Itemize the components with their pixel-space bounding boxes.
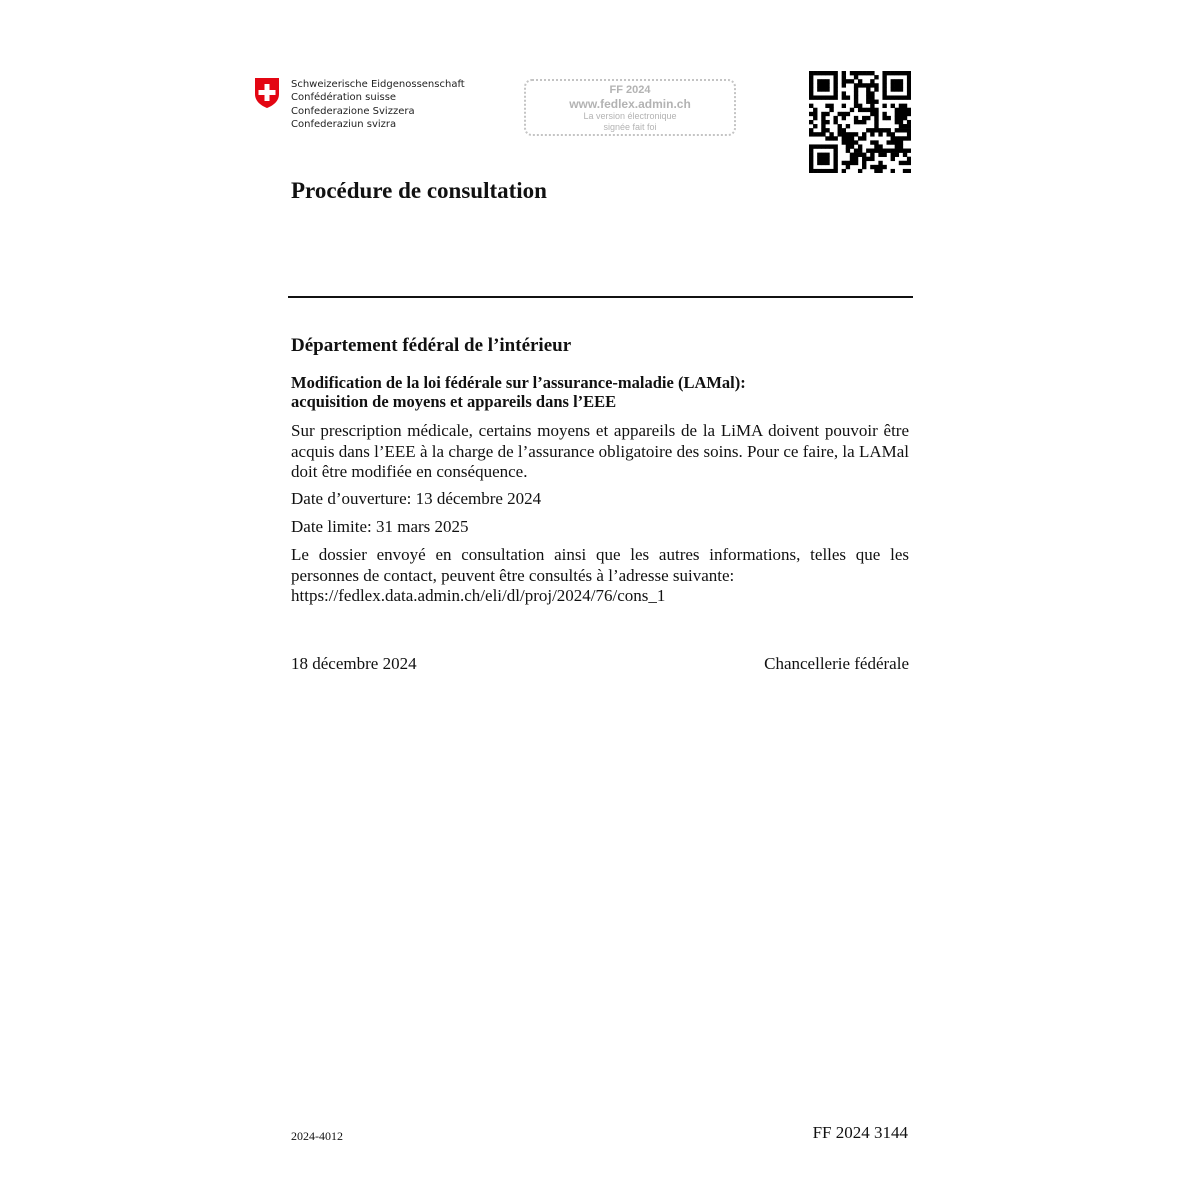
stamp-note-1: La version électronique	[583, 111, 677, 121]
stamp-note-2: signée fait foi	[603, 122, 657, 132]
subject-line-1: Modification de la loi fédérale sur l’assurance-maladie (LAMal):	[291, 373, 746, 392]
signature-date: 18 décembre 2024	[291, 654, 417, 673]
page-title: Procédure de consultation	[291, 178, 547, 203]
org-line-fr: Confédération suisse	[291, 92, 397, 104]
dossier-paragraph	[291, 545, 909, 607]
qr-code-icon	[809, 71, 911, 173]
subject-line-2: acquisition de moyens et appareils dans l’EEE	[291, 392, 617, 411]
ff-number: FF 2024 3144	[812, 1123, 908, 1142]
dossier-link[interactable]: https://fedlex.data.admin.ch/eli/dl/proj/2024/76/cons_1	[291, 586, 666, 605]
stamp-website: www.fedlex.admin.ch	[569, 97, 691, 111]
opening-date: Date d’ouverture: 13 décembre 2024	[291, 489, 542, 508]
electronic-version-stamp	[524, 79, 736, 136]
organization-name	[291, 78, 465, 132]
department-heading: Département fédéral de l’intérieur	[291, 335, 572, 356]
org-line-de: Schweizerische Eidgenossenschaft	[291, 79, 465, 90]
deadline-date: Date limite: 31 mars 2025	[291, 517, 469, 536]
stamp-ff: FF 2024	[609, 84, 651, 96]
swiss-cross-icon	[254, 77, 280, 109]
divider	[288, 296, 913, 298]
consultation-subject	[291, 373, 911, 411]
dossier-text: Le dossier envoyé en consultation ainsi que les autres informations, telles que les personnes de contact, peuvent être consultés à l’adresse suivante:	[291, 545, 909, 585]
org-line-it: Confederazione Svizzera	[291, 105, 415, 117]
org-line-rm: Confederaziun svizra	[291, 119, 397, 131]
document-reference: 2024-4012	[291, 1129, 343, 1143]
summary-paragraph: Sur prescription médicale, certains moyens et appareils de la LiMA doivent pouvoir être acquis dans l’EEE à la charge de l’assurance obligatoire des soins. Pour ce faire, la LAMal doit être modifiée en conséquence.	[291, 421, 909, 481]
signature-authority: Chancellerie fédérale	[764, 654, 909, 673]
